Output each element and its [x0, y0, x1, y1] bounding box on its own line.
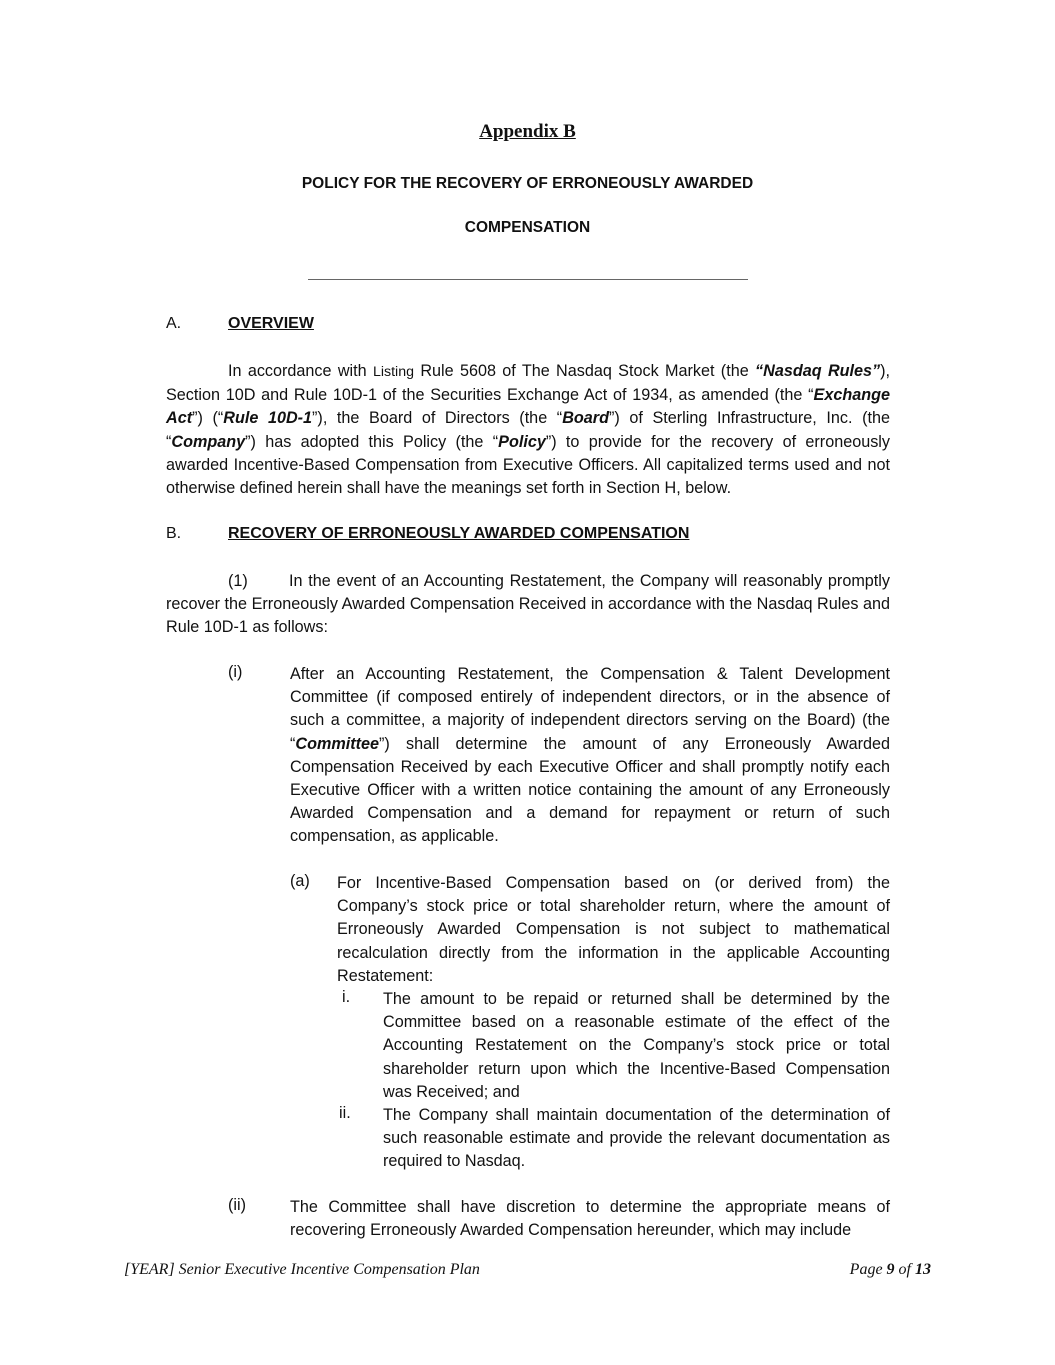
item-i-number: (i) — [228, 663, 243, 681]
section-a-letter: A. — [166, 315, 182, 332]
item-a-text: For Incentive-Based Compensation based on (or derived from) the Company’s stock price or total shareholder return, where the amount of Erroneously Awarded Compensation is not subject to mathematical recalculation directly from the information in the applicable Accounting Restatement: — [337, 874, 890, 985]
sub-ii-number: ii. — [339, 1104, 351, 1122]
overview-paragraph: In accordance with Listing Rule 5608 of The Nasdaq Stock Market (the “Nasdaq Rules”), Section 10D and Rule 10D-1 of the Securities Exchange Act of 1934, as amended (the “Exchange Act”) (“Rule 10D-1”), the Board of Directors (the “Board”) of Sterling Infrastructure, Inc. (the “Company”) has adopted this Policy (the “Policy”) to provide for the recovery of erroneously awarded Incentive-Based Compensation from Executive Officers. All capitalized terms used and not otherwise defined herein shall have the meanings set forth in Section H, below. — [166, 362, 891, 498]
section-a-heading: OVERVIEW — [228, 315, 314, 332]
sub-ii-text: The Company shall maintain documentation of the determination of such reasonable estimate and provide the relevant documentation as required to Nasdaq. — [383, 1106, 890, 1171]
sub-i-number: i. — [342, 988, 351, 1006]
item-ii-text: The Committee shall have discretion to determine the appropriate means of recovering Erroneously Awarded Compensation hereunder, which may include — [290, 1198, 890, 1240]
footer-page-number: Page 9 of 13 — [849, 1261, 931, 1278]
policy-title-line-2: COMPENSATION — [464, 219, 591, 236]
sub-i-text: The amount to be repaid or returned shall be determined by the Committee based on a reasonable estimate of the effect of the Accounting Restatement on the Company’s stock price or total shareholder return upon which the Incentive-Based Compensation was Received; and — [383, 990, 890, 1101]
footer-plan-title: [YEAR] Senior Executive Incentive Compensation Plan — [124, 1261, 480, 1278]
b1-paragraph: (1) In the event of an Accounting Restatement, the Company will reasonably promptly recover the Erroneously Awarded Compensation Received in accordance with the Nasdaq Rules and Rule 10D-1 as follows: — [166, 572, 890, 637]
policy-title-line-1: POLICY FOR THE RECOVERY OF ERRONEOUSLY AWARDED — [301, 175, 754, 192]
item-i-text: After an Accounting Restatement, the Compensation & Talent Development Committee (if composed entirely of independent directors, or in the absence of such a committee, a majority of independent directors serving on the Board) (the “Committee”) shall determine the amount of any Erroneously Awarded Compensation Received by each Executive Officer and shall promptly notify each Executive Officer with a written notice containing the amount of any Erroneously Awarded Compensation and a demand for repayment or return of such compensation, as applicable. — [290, 665, 890, 846]
item-ii-number: (ii) — [228, 1196, 246, 1214]
item-a-number: (a) — [290, 872, 310, 890]
title-divider — [308, 279, 748, 280]
section-b-letter: B. — [166, 525, 182, 542]
appendix-title: Appendix B — [479, 121, 576, 142]
section-b-heading: RECOVERY OF ERRONEOUSLY AWARDED COMPENSATION — [228, 525, 690, 542]
